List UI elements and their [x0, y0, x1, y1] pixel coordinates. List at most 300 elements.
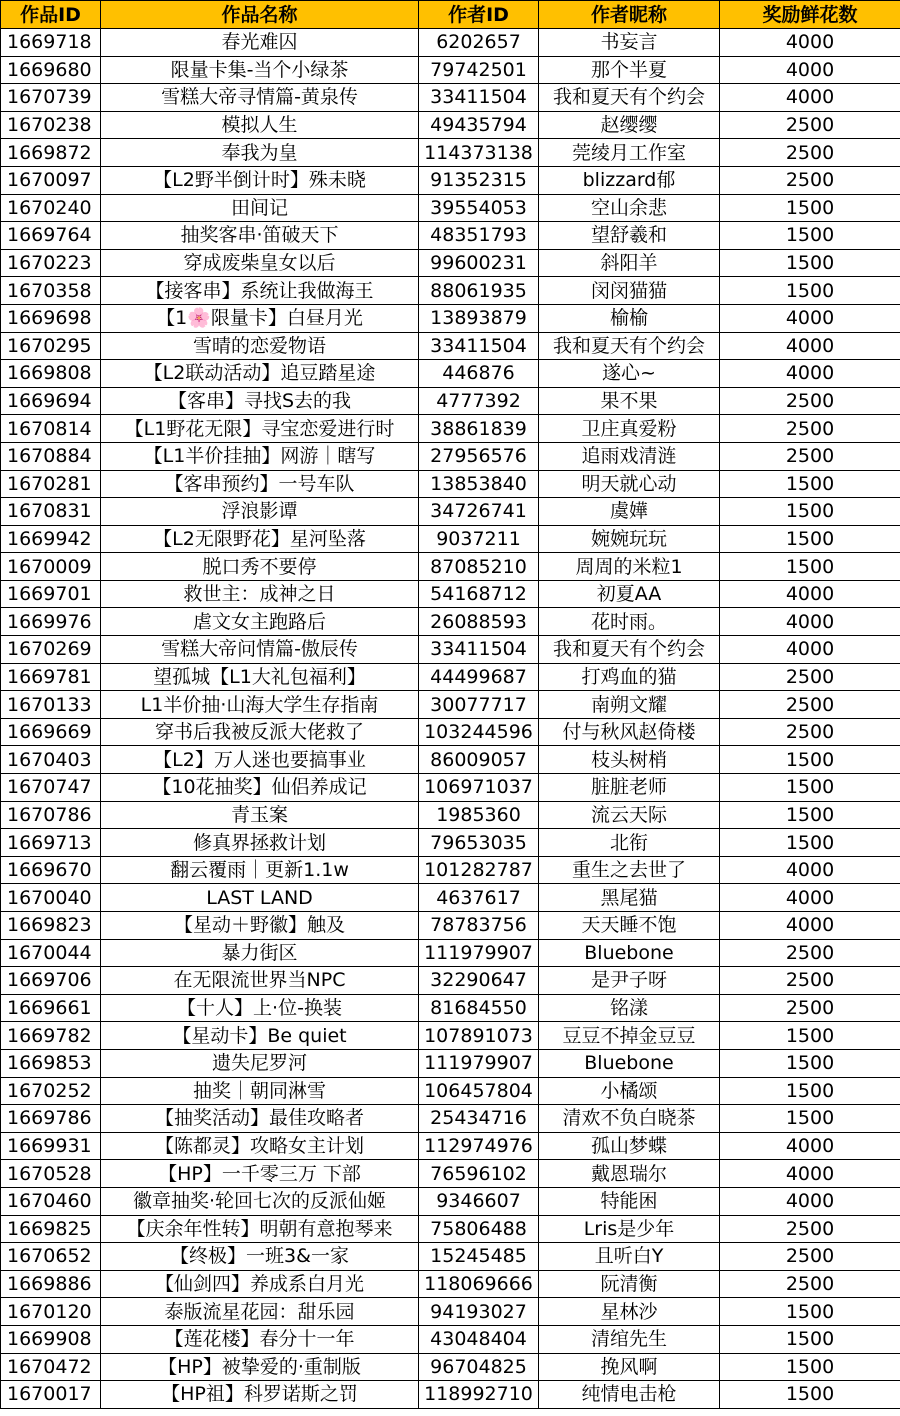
reward-flowers-cell: 4000 [720, 608, 900, 636]
reward-flowers-cell: 1500 [720, 1381, 900, 1409]
reward-flowers-cell: 1500 [720, 1298, 900, 1326]
author-id-cell: 96704825 [419, 1353, 539, 1381]
reward-flowers-cell: 4000 [720, 884, 900, 912]
work-title-cell: 【终极】一班3&一家 [101, 1243, 419, 1271]
table-body [1, 29, 900, 1409]
table-row [1, 498, 900, 526]
author-id-cell: 9346607 [419, 1187, 539, 1215]
work-title-cell: 雪糕大帝寻情篇-黄泉传 [101, 84, 419, 112]
work-id-cell: 1670281 [1, 470, 101, 498]
author-nickname-cell: 我和夏天有个约会 [539, 84, 720, 112]
work-id-cell: 1669872 [1, 139, 101, 167]
work-title-cell: 【L1野花无限】寻宝恋爱进行时 [101, 415, 419, 443]
work-id-cell: 1670009 [1, 553, 101, 581]
work-title-cell: 穿成废柴皇女以后 [101, 249, 419, 277]
reward-flowers-cell: 1500 [720, 249, 900, 277]
header-author-id: 作者ID [419, 1, 539, 29]
author-id-cell: 33411504 [419, 636, 539, 664]
author-id-cell: 107891073 [419, 1022, 539, 1050]
reward-flowers-cell: 4000 [720, 636, 900, 664]
author-nickname-cell: 清绾先生 [539, 1325, 720, 1353]
table-row [1, 1353, 900, 1381]
author-nickname-cell: 流云天际 [539, 801, 720, 829]
table-row [1, 29, 900, 57]
author-nickname-cell: 挽风啊 [539, 1353, 720, 1381]
table-row [1, 111, 900, 139]
author-id-cell: 87085210 [419, 553, 539, 581]
author-id-cell: 34726741 [419, 498, 539, 526]
author-id-cell: 118069666 [419, 1270, 539, 1298]
work-id-cell: 1670358 [1, 277, 101, 305]
author-nickname-cell: 打鸡血的猫 [539, 663, 720, 691]
author-nickname-cell: 脏脏老师 [539, 774, 720, 802]
author-id-cell: 111979907 [419, 1049, 539, 1077]
author-nickname-cell: 我和夏天有个约会 [539, 332, 720, 360]
reward-flowers-cell: 1500 [720, 829, 900, 857]
work-id-cell: 1670133 [1, 691, 101, 719]
author-nickname-cell: 斜阳羊 [539, 249, 720, 277]
author-id-cell: 86009057 [419, 746, 539, 774]
table-row [1, 525, 900, 553]
header-author-nickname: 作者昵称 [539, 1, 720, 29]
work-title-cell: 【1🌸限量卡】白昼月光 [101, 304, 419, 332]
work-id-cell: 1669976 [1, 608, 101, 636]
work-id-cell: 1670831 [1, 498, 101, 526]
reward-flowers-cell: 1500 [720, 1105, 900, 1133]
reward-flowers-cell: 2500 [720, 415, 900, 443]
author-nickname-cell: 明天就心动 [539, 470, 720, 498]
table-row [1, 608, 900, 636]
work-id-cell: 1670120 [1, 1298, 101, 1326]
table-row [1, 912, 900, 940]
author-nickname-cell: 是尹子呀 [539, 967, 720, 995]
header-work-id: 作品ID [1, 1, 101, 29]
author-id-cell: 4637617 [419, 884, 539, 912]
author-id-cell: 15245485 [419, 1243, 539, 1271]
author-nickname-cell: 赵缨缨 [539, 111, 720, 139]
reward-flowers-cell: 1500 [720, 1353, 900, 1381]
author-id-cell: 30077717 [419, 691, 539, 719]
author-nickname-cell: 重生之去世了 [539, 856, 720, 884]
work-title-cell: 抽奖客串·笛破天下 [101, 222, 419, 250]
author-nickname-cell: 豆豆不掉金豆豆 [539, 1022, 720, 1050]
work-id-cell: 1669713 [1, 829, 101, 857]
work-title-cell: 雪糕大帝问情篇-傲辰传 [101, 636, 419, 664]
work-id-cell: 1670223 [1, 249, 101, 277]
work-title-cell: 【抽奖活动】最佳攻略者 [101, 1105, 419, 1133]
author-nickname-cell: 望舒羲和 [539, 222, 720, 250]
author-nickname-cell: Bluebone [539, 939, 720, 967]
work-title-cell: 雪晴的恋爱物语 [101, 332, 419, 360]
reward-flowers-cell: 2500 [720, 994, 900, 1022]
author-nickname-cell: 闵闵猫猫 [539, 277, 720, 305]
author-nickname-cell: 果不果 [539, 387, 720, 415]
work-title-cell: 【星动卡】Be quiet [101, 1022, 419, 1050]
work-id-cell: 1669942 [1, 525, 101, 553]
table-row [1, 553, 900, 581]
author-nickname-cell: 纯情电击枪 [539, 1381, 720, 1409]
work-title-cell: 青玉案 [101, 801, 419, 829]
table-row [1, 1215, 900, 1243]
table-row [1, 332, 900, 360]
author-nickname-cell: 虞嬅 [539, 498, 720, 526]
table-row [1, 1270, 900, 1298]
work-title-cell: 脱口秀不要停 [101, 553, 419, 581]
author-nickname-cell: 小橘颂 [539, 1077, 720, 1105]
work-id-cell: 1669908 [1, 1325, 101, 1353]
work-id-cell: 1670786 [1, 801, 101, 829]
reward-flowers-cell: 1500 [720, 774, 900, 802]
work-id-cell: 1669669 [1, 718, 101, 746]
author-nickname-cell: 且听白Y [539, 1243, 720, 1271]
reward-flowers-cell: 4000 [720, 1160, 900, 1188]
work-id-cell: 1670747 [1, 774, 101, 802]
reward-flowers-cell: 2500 [720, 166, 900, 194]
work-id-cell: 1669661 [1, 994, 101, 1022]
table-row [1, 249, 900, 277]
author-id-cell: 39554053 [419, 194, 539, 222]
author-nickname-cell: 天天睡不饱 [539, 912, 720, 940]
work-id-cell: 1669701 [1, 580, 101, 608]
table-row [1, 856, 900, 884]
work-id-cell: 1670240 [1, 194, 101, 222]
table-row [1, 1049, 900, 1077]
work-id-cell: 1669931 [1, 1132, 101, 1160]
reward-flowers-cell: 4000 [720, 912, 900, 940]
work-title-cell: 奉我为皇 [101, 139, 419, 167]
work-title-cell: 【L2野半倒计时】殊未晓 [101, 166, 419, 194]
work-title-cell: 暴力街区 [101, 939, 419, 967]
author-id-cell: 106457804 [419, 1077, 539, 1105]
work-title-cell: LAST LAND [101, 884, 419, 912]
table-row [1, 1187, 900, 1215]
author-nickname-cell: 空山余悲 [539, 194, 720, 222]
reward-flowers-cell: 2500 [720, 1243, 900, 1271]
table-row [1, 56, 900, 84]
table-row [1, 994, 900, 1022]
work-id-cell: 1670884 [1, 442, 101, 470]
author-id-cell: 6202657 [419, 29, 539, 57]
table-row [1, 663, 900, 691]
author-id-cell: 81684550 [419, 994, 539, 1022]
author-id-cell: 112974976 [419, 1132, 539, 1160]
work-title-cell: 抽奖｜朝同淋雪 [101, 1077, 419, 1105]
table-row [1, 1022, 900, 1050]
author-id-cell: 38861839 [419, 415, 539, 443]
work-id-cell: 1669808 [1, 360, 101, 388]
reward-flowers-cell: 4000 [720, 29, 900, 57]
reward-flowers-cell: 4000 [720, 1132, 900, 1160]
author-nickname-cell: 特能困 [539, 1187, 720, 1215]
table-row [1, 1132, 900, 1160]
work-title-cell: 【十人】上·位-换装 [101, 994, 419, 1022]
author-nickname-cell: 南朔文耀 [539, 691, 720, 719]
table-row [1, 718, 900, 746]
work-title-cell: 模拟人生 [101, 111, 419, 139]
work-id-cell: 1669823 [1, 912, 101, 940]
work-title-cell: 【10花抽奖】仙侣养成记 [101, 774, 419, 802]
author-id-cell: 79653035 [419, 829, 539, 857]
author-nickname-cell: 婉婉玩玩 [539, 525, 720, 553]
reward-flowers-cell: 1500 [720, 498, 900, 526]
author-id-cell: 33411504 [419, 332, 539, 360]
author-id-cell: 75806488 [419, 1215, 539, 1243]
reward-flowers-cell: 2500 [720, 1215, 900, 1243]
author-id-cell: 103244596 [419, 718, 539, 746]
author-nickname-cell: Bluebone [539, 1049, 720, 1077]
work-id-cell: 1669706 [1, 967, 101, 995]
work-id-cell: 1670044 [1, 939, 101, 967]
work-title-cell: 限量卡集-当个小绿茶 [101, 56, 419, 84]
table-row [1, 1105, 900, 1133]
work-title-cell: 浮浪影谭 [101, 498, 419, 526]
reward-flowers-cell: 1500 [720, 1049, 900, 1077]
author-nickname-cell: 那个半夏 [539, 56, 720, 84]
reward-flowers-cell: 1500 [720, 1022, 900, 1050]
table-row [1, 801, 900, 829]
author-id-cell: 32290647 [419, 967, 539, 995]
author-nickname-cell: 卫庄真爱粉 [539, 415, 720, 443]
author-id-cell: 91352315 [419, 166, 539, 194]
reward-flowers-cell: 4000 [720, 84, 900, 112]
work-title-cell: 望孤城【L1大礼包福利】 [101, 663, 419, 691]
table-row [1, 884, 900, 912]
work-title-cell: 修真界拯救计划 [101, 829, 419, 857]
header-row [1, 1, 900, 29]
author-id-cell: 9037211 [419, 525, 539, 553]
author-id-cell: 25434716 [419, 1105, 539, 1133]
table-row [1, 774, 900, 802]
table-row [1, 967, 900, 995]
author-id-cell: 76596102 [419, 1160, 539, 1188]
work-title-cell: 春光难囚 [101, 29, 419, 57]
reward-flowers-cell: 4000 [720, 580, 900, 608]
work-title-cell: 【L1半价挂抽】网游｜瞎写 [101, 442, 419, 470]
work-id-cell: 1669786 [1, 1105, 101, 1133]
author-id-cell: 27956576 [419, 442, 539, 470]
reward-flowers-cell: 4000 [720, 56, 900, 84]
reward-flowers-cell: 2500 [720, 939, 900, 967]
work-title-cell: 翻云覆雨｜更新1.1w [101, 856, 419, 884]
author-nickname-cell: 星林沙 [539, 1298, 720, 1326]
reward-flowers-cell: 4000 [720, 360, 900, 388]
author-nickname-cell: 阮清衡 [539, 1270, 720, 1298]
table-row [1, 194, 900, 222]
work-id-cell: 1669764 [1, 222, 101, 250]
reward-flowers-cell: 2500 [720, 111, 900, 139]
work-title-cell: 【L2联动活动】追豆踏星途 [101, 360, 419, 388]
reward-flowers-cell: 1500 [720, 194, 900, 222]
work-id-cell: 1670528 [1, 1160, 101, 1188]
work-title-cell: 【HP】被挚爱的·重制版 [101, 1353, 419, 1381]
author-nickname-cell: 戴恩瑞尔 [539, 1160, 720, 1188]
work-id-cell: 1670739 [1, 84, 101, 112]
author-id-cell: 114373138 [419, 139, 539, 167]
work-title-cell: 泰版流星花园：甜乐园 [101, 1298, 419, 1326]
work-id-cell: 1669694 [1, 387, 101, 415]
author-nickname-cell: 花时雨。 [539, 608, 720, 636]
table-row [1, 829, 900, 857]
author-id-cell: 1985360 [419, 801, 539, 829]
work-id-cell: 1670472 [1, 1353, 101, 1381]
reward-flowers-cell: 1500 [720, 277, 900, 305]
work-title-cell: 【星动＋野徽】触及 [101, 912, 419, 940]
author-id-cell: 106971037 [419, 774, 539, 802]
author-id-cell: 101282787 [419, 856, 539, 884]
author-nickname-cell: 遂心~ [539, 360, 720, 388]
work-title-cell: 虐文女主跑路后 [101, 608, 419, 636]
work-id-cell: 1669853 [1, 1049, 101, 1077]
work-title-cell: 【庆余年性转】明朝有意抱琴来 [101, 1215, 419, 1243]
table-row [1, 746, 900, 774]
table-row [1, 1243, 900, 1271]
author-nickname-cell: 枝头树梢 [539, 746, 720, 774]
work-id-cell: 1669680 [1, 56, 101, 84]
reward-flowers-cell: 4000 [720, 1187, 900, 1215]
reward-flowers-cell: 1500 [720, 553, 900, 581]
author-nickname-cell: 黑尾猫 [539, 884, 720, 912]
work-id-cell: 1670460 [1, 1187, 101, 1215]
author-id-cell: 13853840 [419, 470, 539, 498]
work-id-cell: 1670252 [1, 1077, 101, 1105]
reward-flowers-cell: 1500 [720, 1325, 900, 1353]
author-nickname-cell: 初夏AA [539, 580, 720, 608]
author-nickname-cell: 我和夏天有个约会 [539, 636, 720, 664]
reward-flowers-cell: 2500 [720, 139, 900, 167]
author-id-cell: 4777392 [419, 387, 539, 415]
header-work-title: 作品名称 [101, 1, 419, 29]
author-id-cell: 78783756 [419, 912, 539, 940]
reward-flowers-cell: 2500 [720, 718, 900, 746]
work-title-cell: 【HP祖】科罗诺斯之罚 [101, 1381, 419, 1409]
table-row [1, 691, 900, 719]
author-id-cell: 48351793 [419, 222, 539, 250]
author-nickname-cell: 北衔 [539, 829, 720, 857]
reward-flowers-cell: 2500 [720, 663, 900, 691]
work-title-cell: 【仙剑四】养成系白月光 [101, 1270, 419, 1298]
table-row [1, 1077, 900, 1105]
table-row [1, 442, 900, 470]
author-id-cell: 446876 [419, 360, 539, 388]
header-reward-flowers: 奖励鲜花数 [720, 1, 900, 29]
work-title-cell: 【接客串】系统让我做海王 [101, 277, 419, 305]
work-title-cell: 田间记 [101, 194, 419, 222]
reward-flowers-cell: 1500 [720, 801, 900, 829]
work-title-cell: 穿书后我被反派大佬救了 [101, 718, 419, 746]
author-id-cell: 111979907 [419, 939, 539, 967]
work-id-cell: 1670814 [1, 415, 101, 443]
author-id-cell: 33411504 [419, 84, 539, 112]
author-id-cell: 13893879 [419, 304, 539, 332]
table-row [1, 1298, 900, 1326]
reward-flowers-cell: 2500 [720, 387, 900, 415]
table-row [1, 304, 900, 332]
reward-flowers-cell: 4000 [720, 332, 900, 360]
work-id-cell: 1669670 [1, 856, 101, 884]
work-title-cell: 【陈都灵】攻略女主计划 [101, 1132, 419, 1160]
reward-flowers-cell: 1500 [720, 525, 900, 553]
work-id-cell: 1669782 [1, 1022, 101, 1050]
work-id-cell: 1669825 [1, 1215, 101, 1243]
table-row [1, 415, 900, 443]
work-id-cell: 1669718 [1, 29, 101, 57]
work-id-cell: 1670295 [1, 332, 101, 360]
table-row [1, 939, 900, 967]
author-id-cell: 43048404 [419, 1325, 539, 1353]
work-title-cell: 【L2】万人迷也要搞事业 [101, 746, 419, 774]
work-title-cell: 【HP】一千零三万 下部 [101, 1160, 419, 1188]
author-nickname-cell: Lris是少年 [539, 1215, 720, 1243]
table-row [1, 580, 900, 608]
reward-flowers-cell: 1500 [720, 222, 900, 250]
table-row [1, 636, 900, 664]
table-row [1, 1325, 900, 1353]
work-title-cell: 徽章抽奖·轮回七次的反派仙姬 [101, 1187, 419, 1215]
author-nickname-cell: 付与秋风赵倚楼 [539, 718, 720, 746]
table-row [1, 222, 900, 250]
table-row [1, 84, 900, 112]
author-nickname-cell: 追雨戏清涟 [539, 442, 720, 470]
author-nickname-cell: 榆榆 [539, 304, 720, 332]
work-title-cell: L1半价抽·山海大学生存指南 [101, 691, 419, 719]
author-nickname-cell: 周周的米粒1 [539, 553, 720, 581]
table-row [1, 470, 900, 498]
work-title-cell: 在无限流世界当NPC [101, 967, 419, 995]
author-nickname-cell: 清欢不负白晓茶 [539, 1105, 720, 1133]
table-row [1, 1160, 900, 1188]
table-row [1, 277, 900, 305]
work-title-cell: 【莲花楼】春分十一年 [101, 1325, 419, 1353]
work-id-cell: 1670097 [1, 166, 101, 194]
author-id-cell: 54168712 [419, 580, 539, 608]
author-id-cell: 94193027 [419, 1298, 539, 1326]
work-title-cell: 【客串】寻找S去的我 [101, 387, 419, 415]
reward-flowers-cell: 4000 [720, 304, 900, 332]
table-row [1, 139, 900, 167]
author-id-cell: 49435794 [419, 111, 539, 139]
author-nickname-cell: 孤山梦蝶 [539, 1132, 720, 1160]
work-title-cell: 【L2无限野花】星河坠落 [101, 525, 419, 553]
table-row [1, 1381, 900, 1409]
reward-flowers-cell: 1500 [720, 1077, 900, 1105]
reward-flowers-cell: 1500 [720, 470, 900, 498]
author-nickname-cell: blizzard郁 [539, 166, 720, 194]
author-id-cell: 44499687 [419, 663, 539, 691]
reward-flowers-cell: 2500 [720, 967, 900, 995]
work-id-cell: 1669886 [1, 1270, 101, 1298]
work-title-cell: 救世主：成神之日 [101, 580, 419, 608]
table-row [1, 360, 900, 388]
work-id-cell: 1670652 [1, 1243, 101, 1271]
work-id-cell: 1670269 [1, 636, 101, 664]
work-id-cell: 1670017 [1, 1381, 101, 1409]
reward-flowers-cell: 1500 [720, 746, 900, 774]
author-nickname-cell: 书妄言 [539, 29, 720, 57]
reward-flowers-cell: 2500 [720, 691, 900, 719]
author-id-cell: 99600231 [419, 249, 539, 277]
table-row [1, 387, 900, 415]
work-id-cell: 1670238 [1, 111, 101, 139]
author-nickname-cell: 铭漾 [539, 994, 720, 1022]
author-id-cell: 88061935 [419, 277, 539, 305]
reward-flowers-cell: 2500 [720, 442, 900, 470]
work-title-cell: 【客串预约】一号车队 [101, 470, 419, 498]
reward-flowers-cell: 4000 [720, 856, 900, 884]
work-title-cell: 遗失尼罗河 [101, 1049, 419, 1077]
author-id-cell: 26088593 [419, 608, 539, 636]
author-id-cell: 118992710 [419, 1381, 539, 1409]
author-id-cell: 79742501 [419, 56, 539, 84]
